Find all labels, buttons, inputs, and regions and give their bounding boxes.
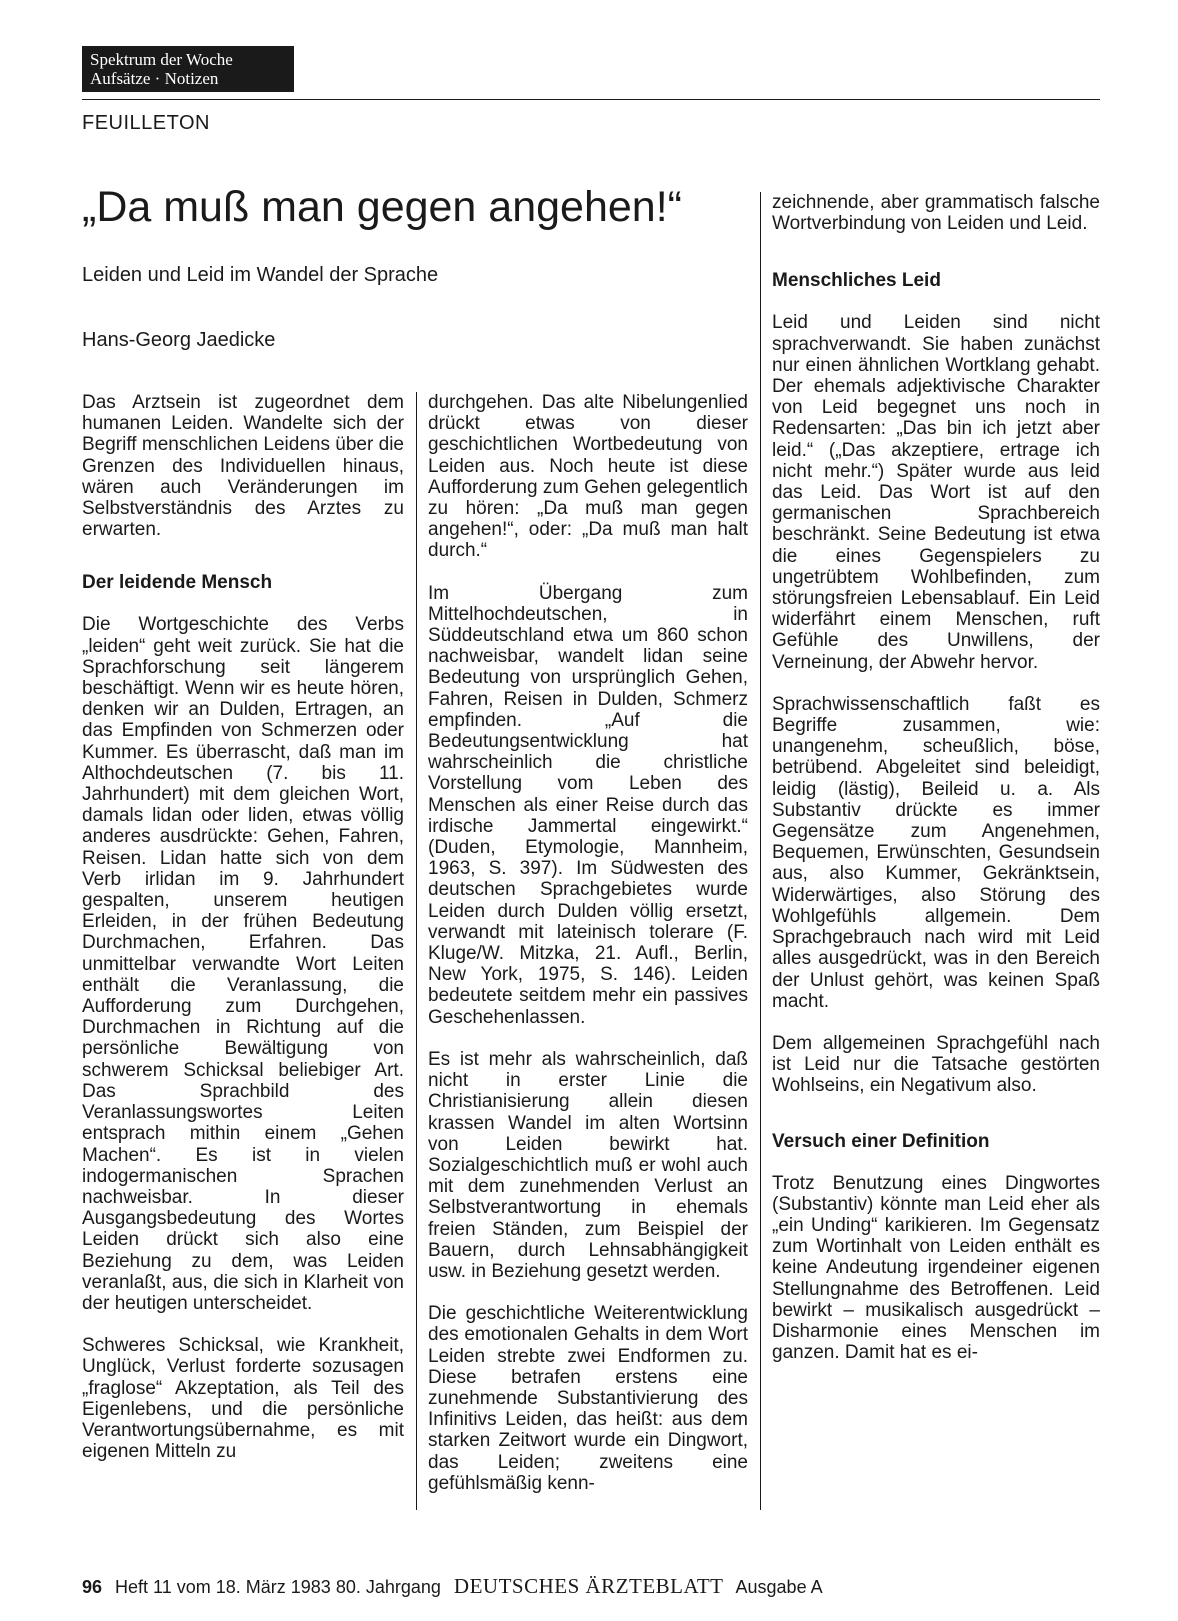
body-paragraph: Dem allgemeinen Sprachgefühl nach ist Leid nur die Tatsache gestörten Wohlseins, ein Negativum also. — [772, 1032, 1100, 1097]
body-paragraph: Sprachwissenschaftlich faßt es Begriffe zusammen, wie: unangenehm, scheußlich, böse, betrübend. Abgeleitet sind beleidigt, leidig (lästig), Beileid u. a. Als Substantiv drückte es immer Gegensätze zum Angenehmen, Bequemen, Erwünschten, Gesundsein aus, also Kummer, Gekränktsein, Widerwärtiges, also Störung des Wohlgefühls allgemein. Dem Sprachgebrauch nach wird mit Leid alles ausgedrückt, was in den Bereich der Unlust gehört, was keinen Spaß macht. — [772, 693, 1100, 1012]
body-paragraph: durchgehen. Das alte Nibelungenlied drückt etwas von dieser geschichtlichen Wortbedeutung von Leiden aus. Noch heute ist diese Aufforderung zum Gehen gelegentlich zu hören: „Da muß man gegen angehen!“, oder: „Da muß man halt durch.“ — [428, 392, 748, 562]
body-paragraph: Trotz Benutzung eines Dingwortes (Substantiv) könnte man Leid eher als „ein Unding“ karikieren. Im Gegensatz zum Wortinhalt von Leiden enthält es keine Andeutung irgendeiner eigenen Stellungnahme des Betroffenen. Leid bewirkt – musikalisch ausgedrückt – Disharmonie eines Menschen im ganzen. Damit hat es ei- — [772, 1172, 1100, 1364]
masthead — [82, 46, 294, 92]
body-paragraph: Die geschichtliche Weiterentwicklung des emotionalen Gehalts in dem Wort Leiden strebte zwei Endformen zu. Diese betrafen erstens eine zunehmende Substantivierung des Infinitivs Leiden, das heißt: aus dem starken Zeitwort wurde ein Dingwort, das Leiden; zweitens eine gefühlsmäßig kenn- — [428, 1303, 748, 1494]
top-rule — [82, 99, 1100, 100]
body-paragraph: Die Wortgeschichte des Verbs „leiden“ geht weit zurück. Sie hat die Sprachforschung seit längerem beschäftigt. Wenn wir es heute hören, denken wir an Dulden, Ertragen, an das Empfinden von Schmerzen oder Kummer. Es überrascht, daß man im Althochdeutschen (7. bis 11. Jahrhundert) mit dem gleichen Wort, damals lidan oder liden, etwas völlig anderes ausdrückte: Gehen, Fahren, Reisen. Lidan hatte sich von dem Verb irlidan im 9. Jahrhundert gespalten, unserem heutigen Erleiden, in der frühen Bedeutung Durchmachen, Erfahren. Das unmittelbar verwandte Wort Leiten enthält die Veranlassung, die Aufforderung zum Durchgehen, Durchmachen in Richtung auf die persönliche Bewältigung von schwerem Schicksal beliebiger Art. Das Sprachbild des Veranlassungswortes Leiten entsprach mithin einem „Gehen Machen“. Es ist in vielen indogermanischen Sprachen nachweisbar. In dieser Ausgangsbedeutung des Wortes Leiden drückt sich also eine Beziehung zu dem, was Leiden veranlaßt, aus, die sich in Klarheit von der heutigen unterscheidet. — [82, 614, 404, 1314]
column-3 — [772, 192, 1100, 1384]
column-1 — [82, 392, 404, 1483]
column-divider — [760, 192, 761, 1510]
body-paragraph: Leid und Leiden sind nicht sprachverwandt. Sie haben zunächst nur einen ähnlichen Wortklang gehabt. Der ehemals adjektivische Charakter von Leid begegnet uns noch in Redensarten: „Das bin ich jetzt aber leid.“ („Das akzeptiere, ertrage ich nicht mehr.“) Später wurde aus leid das Leid. Das Wort ist auf den germanischen Sprachbereich beschränkt. Seine Bedeutung ist etwa die eines Gegenspielers zu ungetrübtem Wohlbefinden, zum störungsfreien Lebensablauf. Ein Leid widerfährt einem Menschen, ruft Gefühle des Unwillens, der Verneinung, der Abwehr hervor. — [772, 312, 1100, 673]
edition-label: Ausgabe A — [735, 1577, 823, 1597]
section-heading: Menschliches Leid — [772, 270, 941, 292]
section-label: FEUILLETON — [82, 112, 210, 134]
body-paragraph: Es ist mehr als wahrscheinlich, daß nicht in erster Linie die Christianisierung allein diesen krassen Wandel im alten Wortsinn von Leiden bewirkt hat. Sozialgeschichtlich muß er wohl auch mit dem zunehmenden Verlust an Selbstverantwortung in ehemals freien Ständen, zum Beispiel der Bauern, durch Lehnsabhängigkeit usw. in Beziehung gesetzt werden. — [428, 1048, 748, 1282]
masthead-line-2: Aufsätze · Notizen — [90, 69, 219, 88]
article-title: „Da muß man gegen angehen!“ — [82, 183, 682, 231]
column-divider — [416, 392, 417, 1510]
journal-name: DEUTSCHES ÄRZTEBLATT — [453, 1574, 724, 1598]
article-author: Hans-Georg Jaedicke — [82, 329, 276, 351]
body-paragraph: Im Übergang zum Mittelhochdeutschen, in Süddeutschland etwa um 860 schon nachweisbar, wandelt lidan seine Bedeutung von ursprünglich Gehen, Fahren, Reisen in Dulden, Schmerz empfinden. „Auf die Bedeutungsentwicklung hat wahrscheinlich die christliche Vorstellung vom Leben des Menschen als einer Reise durch das irdische Jammertal eingewirkt.“ (Duden, Etymologie, Mannheim, 1963, S. 397). Im Südwesten des deutschen Sprachgebietes wurde Leiden durch Dulden völlig ersetzt, verwandt mit lateinisch tolerare (F. Kluge/W. Mitzka, 21. Aufl., Berlin, New York, 1975, S. 146). Leiden bedeutete seitdem mehr ein passives Geschehenlassen. — [428, 582, 748, 1028]
column-2 — [428, 392, 748, 1515]
page-footer — [82, 1574, 823, 1599]
intro-paragraph: Das Arztsein ist zugeordnet dem humanen Leiden. Wandelte sich der Begriff menschlichen Leidens über die Grenzen des Individuellen hinaus, wären auch Veränderungen im Selbstverständnis des Arztes zu erwarten. — [82, 392, 404, 541]
issue-info: Heft 11 vom 18. März 1983 80. Jahrgang — [115, 1577, 441, 1597]
article-subtitle: Leiden und Leid im Wandel der Sprache — [82, 264, 439, 286]
body-paragraph: Schweres Schicksal, wie Krankheit, Unglück, Verlust forderte sozusagen „fraglose“ Akzeptation, als Teil des Eigenlebens, und die persönliche Verantwortungsübernahme, es mit eigenen Mitteln zu — [82, 1335, 404, 1463]
page-number: 96 — [82, 1577, 103, 1597]
body-paragraph: zeichnende, aber grammatisch falsche Wortverbindung von Leiden und Leid. — [772, 192, 1100, 235]
section-heading: Versuch einer Definition — [772, 1130, 990, 1152]
masthead-line-1: Spektrum der Woche — [90, 50, 233, 69]
section-heading: Der leidende Mensch — [82, 572, 273, 594]
